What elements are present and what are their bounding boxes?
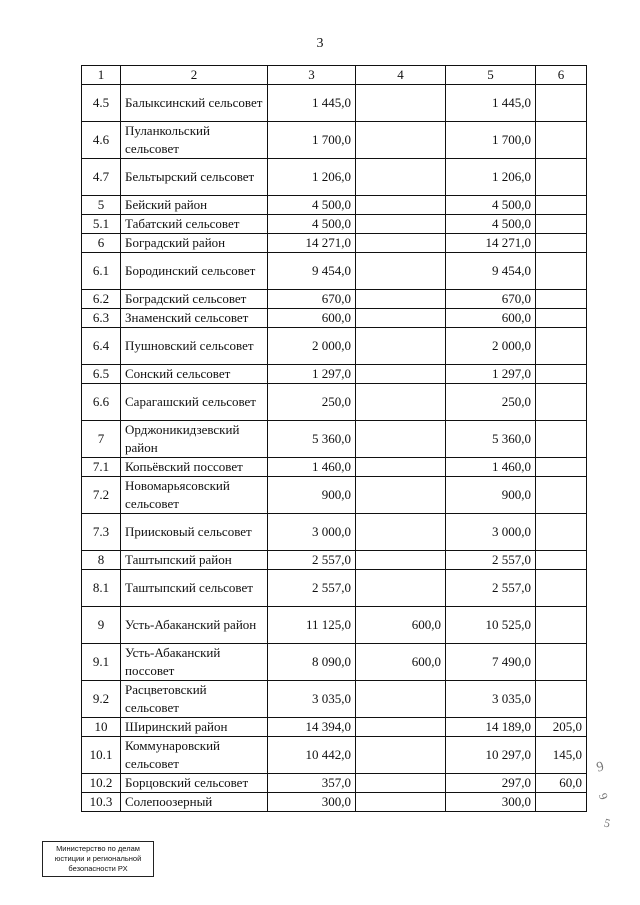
row-col4-value [356,253,446,290]
row-col4-value [356,215,446,234]
row-col6-value [536,514,587,551]
table-row [82,607,587,644]
row-col6-value [536,644,587,681]
table-row [82,215,587,234]
row-name: Пушновский сельсовет [121,328,268,365]
row-col5-value: 2 000,0 [446,328,536,365]
row-number: 6 [82,234,121,253]
row-col5-value: 10 525,0 [446,607,536,644]
table-row [82,570,587,607]
row-name: Сарагашский сельсовет [121,384,268,421]
table-row [82,718,587,737]
row-col3-value: 2 557,0 [268,551,356,570]
row-col3-value: 8 090,0 [268,644,356,681]
row-col4-value [356,365,446,384]
row-col5-value: 300,0 [446,793,536,812]
row-name: Новомарьясовский сельсовет [121,477,268,514]
row-col6-value [536,607,587,644]
row-col4-value [356,421,446,458]
row-col3-value: 2 557,0 [268,570,356,607]
row-col6-value [536,365,587,384]
table-row [82,85,587,122]
row-number: 8.1 [82,570,121,607]
row-name: Балыксинский сельсовет [121,85,268,122]
row-col3-value: 250,0 [268,384,356,421]
stamp-line-1: Министерство по делам [56,844,140,853]
row-number: 10.3 [82,793,121,812]
row-col6-value [536,793,587,812]
row-name: Сонский сельсовет [121,365,268,384]
row-col3-value: 300,0 [268,793,356,812]
row-col6-value [536,290,587,309]
row-name: Ширинский район [121,718,268,737]
table-row [82,737,587,774]
row-col5-value: 4 500,0 [446,196,536,215]
row-col6-value [536,196,587,215]
row-col3-value: 1 297,0 [268,365,356,384]
row-number: 10 [82,718,121,737]
row-name: Пуланкольский сельсовет [121,122,268,159]
margin-mark-1: 9 [595,759,606,776]
header-col-2: 2 [121,66,268,85]
row-col5-value: 900,0 [446,477,536,514]
row-col6-value [536,384,587,421]
row-col3-value: 14 394,0 [268,718,356,737]
row-name: Бородинский сельсовет [121,253,268,290]
row-number: 6.6 [82,384,121,421]
margin-mark-3: 5 [602,815,612,831]
row-col4-value [356,122,446,159]
row-col3-value: 670,0 [268,290,356,309]
row-col4-value [356,309,446,328]
row-col3-value: 4 500,0 [268,215,356,234]
row-name: Усть-Абаканский район [121,607,268,644]
table-row [82,644,587,681]
header-col-1: 1 [82,66,121,85]
row-col5-value: 1 297,0 [446,365,536,384]
row-col5-value: 10 297,0 [446,737,536,774]
row-name: Коммунаровский сельсовет [121,737,268,774]
row-number: 9.1 [82,644,121,681]
table-row [82,159,587,196]
row-name: Солепоозерный [121,793,268,812]
table-header-row [82,66,587,85]
row-col6-value [536,421,587,458]
row-col6-value [536,159,587,196]
row-name: Боградский сельсовет [121,290,268,309]
row-col5-value: 9 454,0 [446,253,536,290]
row-number: 5.1 [82,215,121,234]
row-col3-value: 2 000,0 [268,328,356,365]
row-col6-value [536,253,587,290]
row-name: Усть-Абаканский поссовет [121,644,268,681]
row-col5-value: 670,0 [446,290,536,309]
registration-stamp [42,841,154,877]
row-name: Орджоникидзевский район [121,421,268,458]
row-name: Приисковый сельсовет [121,514,268,551]
row-col4-value [356,234,446,253]
row-col5-value: 14 271,0 [446,234,536,253]
row-col4-value [356,737,446,774]
table-row [82,458,587,477]
row-col5-value: 3 035,0 [446,681,536,718]
row-col6-value [536,570,587,607]
row-col4-value [356,551,446,570]
row-col4-value [356,514,446,551]
row-col5-value: 297,0 [446,774,536,793]
row-col4-value [356,793,446,812]
header-col-6: 6 [536,66,587,85]
row-col4-value [356,290,446,309]
row-col5-value: 250,0 [446,384,536,421]
stamp-line-3: безопасности РХ [68,864,128,873]
row-number: 5 [82,196,121,215]
row-col4-value [356,384,446,421]
row-col6-value [536,477,587,514]
row-number: 9.2 [82,681,121,718]
row-col5-value: 5 360,0 [446,421,536,458]
row-number: 10.1 [82,737,121,774]
table-row [82,196,587,215]
row-col3-value: 1 206,0 [268,159,356,196]
row-col4-value [356,85,446,122]
row-name: Табатский сельсовет [121,215,268,234]
table-row [82,421,587,458]
row-col6-value [536,458,587,477]
row-name: Бейский район [121,196,268,215]
row-name: Расцветовский сельсовет [121,681,268,718]
table-row [82,122,587,159]
row-name: Знаменский сельсовет [121,309,268,328]
row-number: 7.3 [82,514,121,551]
row-col5-value: 2 557,0 [446,551,536,570]
header-col-5: 5 [446,66,536,85]
row-number: 6.5 [82,365,121,384]
row-col4-value [356,196,446,215]
row-col5-value: 1 700,0 [446,122,536,159]
row-col3-value: 11 125,0 [268,607,356,644]
row-number: 4.6 [82,122,121,159]
row-col3-value: 357,0 [268,774,356,793]
row-col5-value: 1 206,0 [446,159,536,196]
row-col6-value [536,122,587,159]
row-col3-value: 4 500,0 [268,196,356,215]
page-number: 3 [316,36,324,51]
row-col5-value: 1 460,0 [446,458,536,477]
row-col3-value: 5 360,0 [268,421,356,458]
row-col3-value: 1 460,0 [268,458,356,477]
row-number: 7.2 [82,477,121,514]
row-col4-value [356,718,446,737]
row-col5-value: 3 000,0 [446,514,536,551]
header-col-4: 4 [356,66,446,85]
row-col4-value [356,477,446,514]
budget-table [81,65,587,812]
row-number: 6.4 [82,328,121,365]
row-col3-value: 900,0 [268,477,356,514]
row-col3-value: 3 035,0 [268,681,356,718]
table-row [82,365,587,384]
row-col5-value: 4 500,0 [446,215,536,234]
row-name: Боградский район [121,234,268,253]
row-col5-value: 14 189,0 [446,718,536,737]
table-row [82,384,587,421]
row-number: 9 [82,607,121,644]
row-col6-value: 205,0 [536,718,587,737]
row-col4-value: 600,0 [356,607,446,644]
row-col4-value [356,328,446,365]
table-row [82,309,587,328]
row-col3-value: 3 000,0 [268,514,356,551]
stamp-line-2: юстиции и региональной [54,854,142,863]
table-row [82,793,587,812]
row-number: 8 [82,551,121,570]
row-col3-value: 9 454,0 [268,253,356,290]
row-col3-value: 10 442,0 [268,737,356,774]
row-col6-value [536,328,587,365]
row-col4-value [356,681,446,718]
table-row [82,551,587,570]
row-col3-value: 600,0 [268,309,356,328]
row-number: 7.1 [82,458,121,477]
margin-mark-2: 9 [595,791,612,802]
row-number: 6.1 [82,253,121,290]
row-col6-value [536,551,587,570]
row-name: Борцовский сельсовет [121,774,268,793]
table-row [82,477,587,514]
row-col6-value [536,85,587,122]
row-col6-value [536,309,587,328]
row-name: Бельтырский сельсовет [121,159,268,196]
table-row [82,514,587,551]
table-row [82,253,587,290]
row-col6-value [536,234,587,253]
row-col6-value: 145,0 [536,737,587,774]
row-col4-value: 600,0 [356,644,446,681]
row-col4-value [356,570,446,607]
row-col5-value: 600,0 [446,309,536,328]
row-col5-value: 7 490,0 [446,644,536,681]
table-row [82,234,587,253]
row-number: 10.2 [82,774,121,793]
row-number: 6.3 [82,309,121,328]
row-col3-value: 1 445,0 [268,85,356,122]
header-col-3: 3 [268,66,356,85]
row-col5-value: 1 445,0 [446,85,536,122]
row-col6-value [536,681,587,718]
row-number: 4.7 [82,159,121,196]
table-row [82,774,587,793]
row-col4-value [356,458,446,477]
row-number: 7 [82,421,121,458]
table-row [82,681,587,718]
row-name: Таштыпский район [121,551,268,570]
row-col3-value: 14 271,0 [268,234,356,253]
row-col6-value [536,215,587,234]
row-col4-value [356,159,446,196]
row-number: 6.2 [82,290,121,309]
row-col4-value [356,774,446,793]
row-name: Копьёвский поссовет [121,458,268,477]
row-name: Таштыпский сельсовет [121,570,268,607]
row-col3-value: 1 700,0 [268,122,356,159]
table-row [82,290,587,309]
row-col6-value: 60,0 [536,774,587,793]
table-row [82,328,587,365]
row-number: 4.5 [82,85,121,122]
row-col5-value: 2 557,0 [446,570,536,607]
